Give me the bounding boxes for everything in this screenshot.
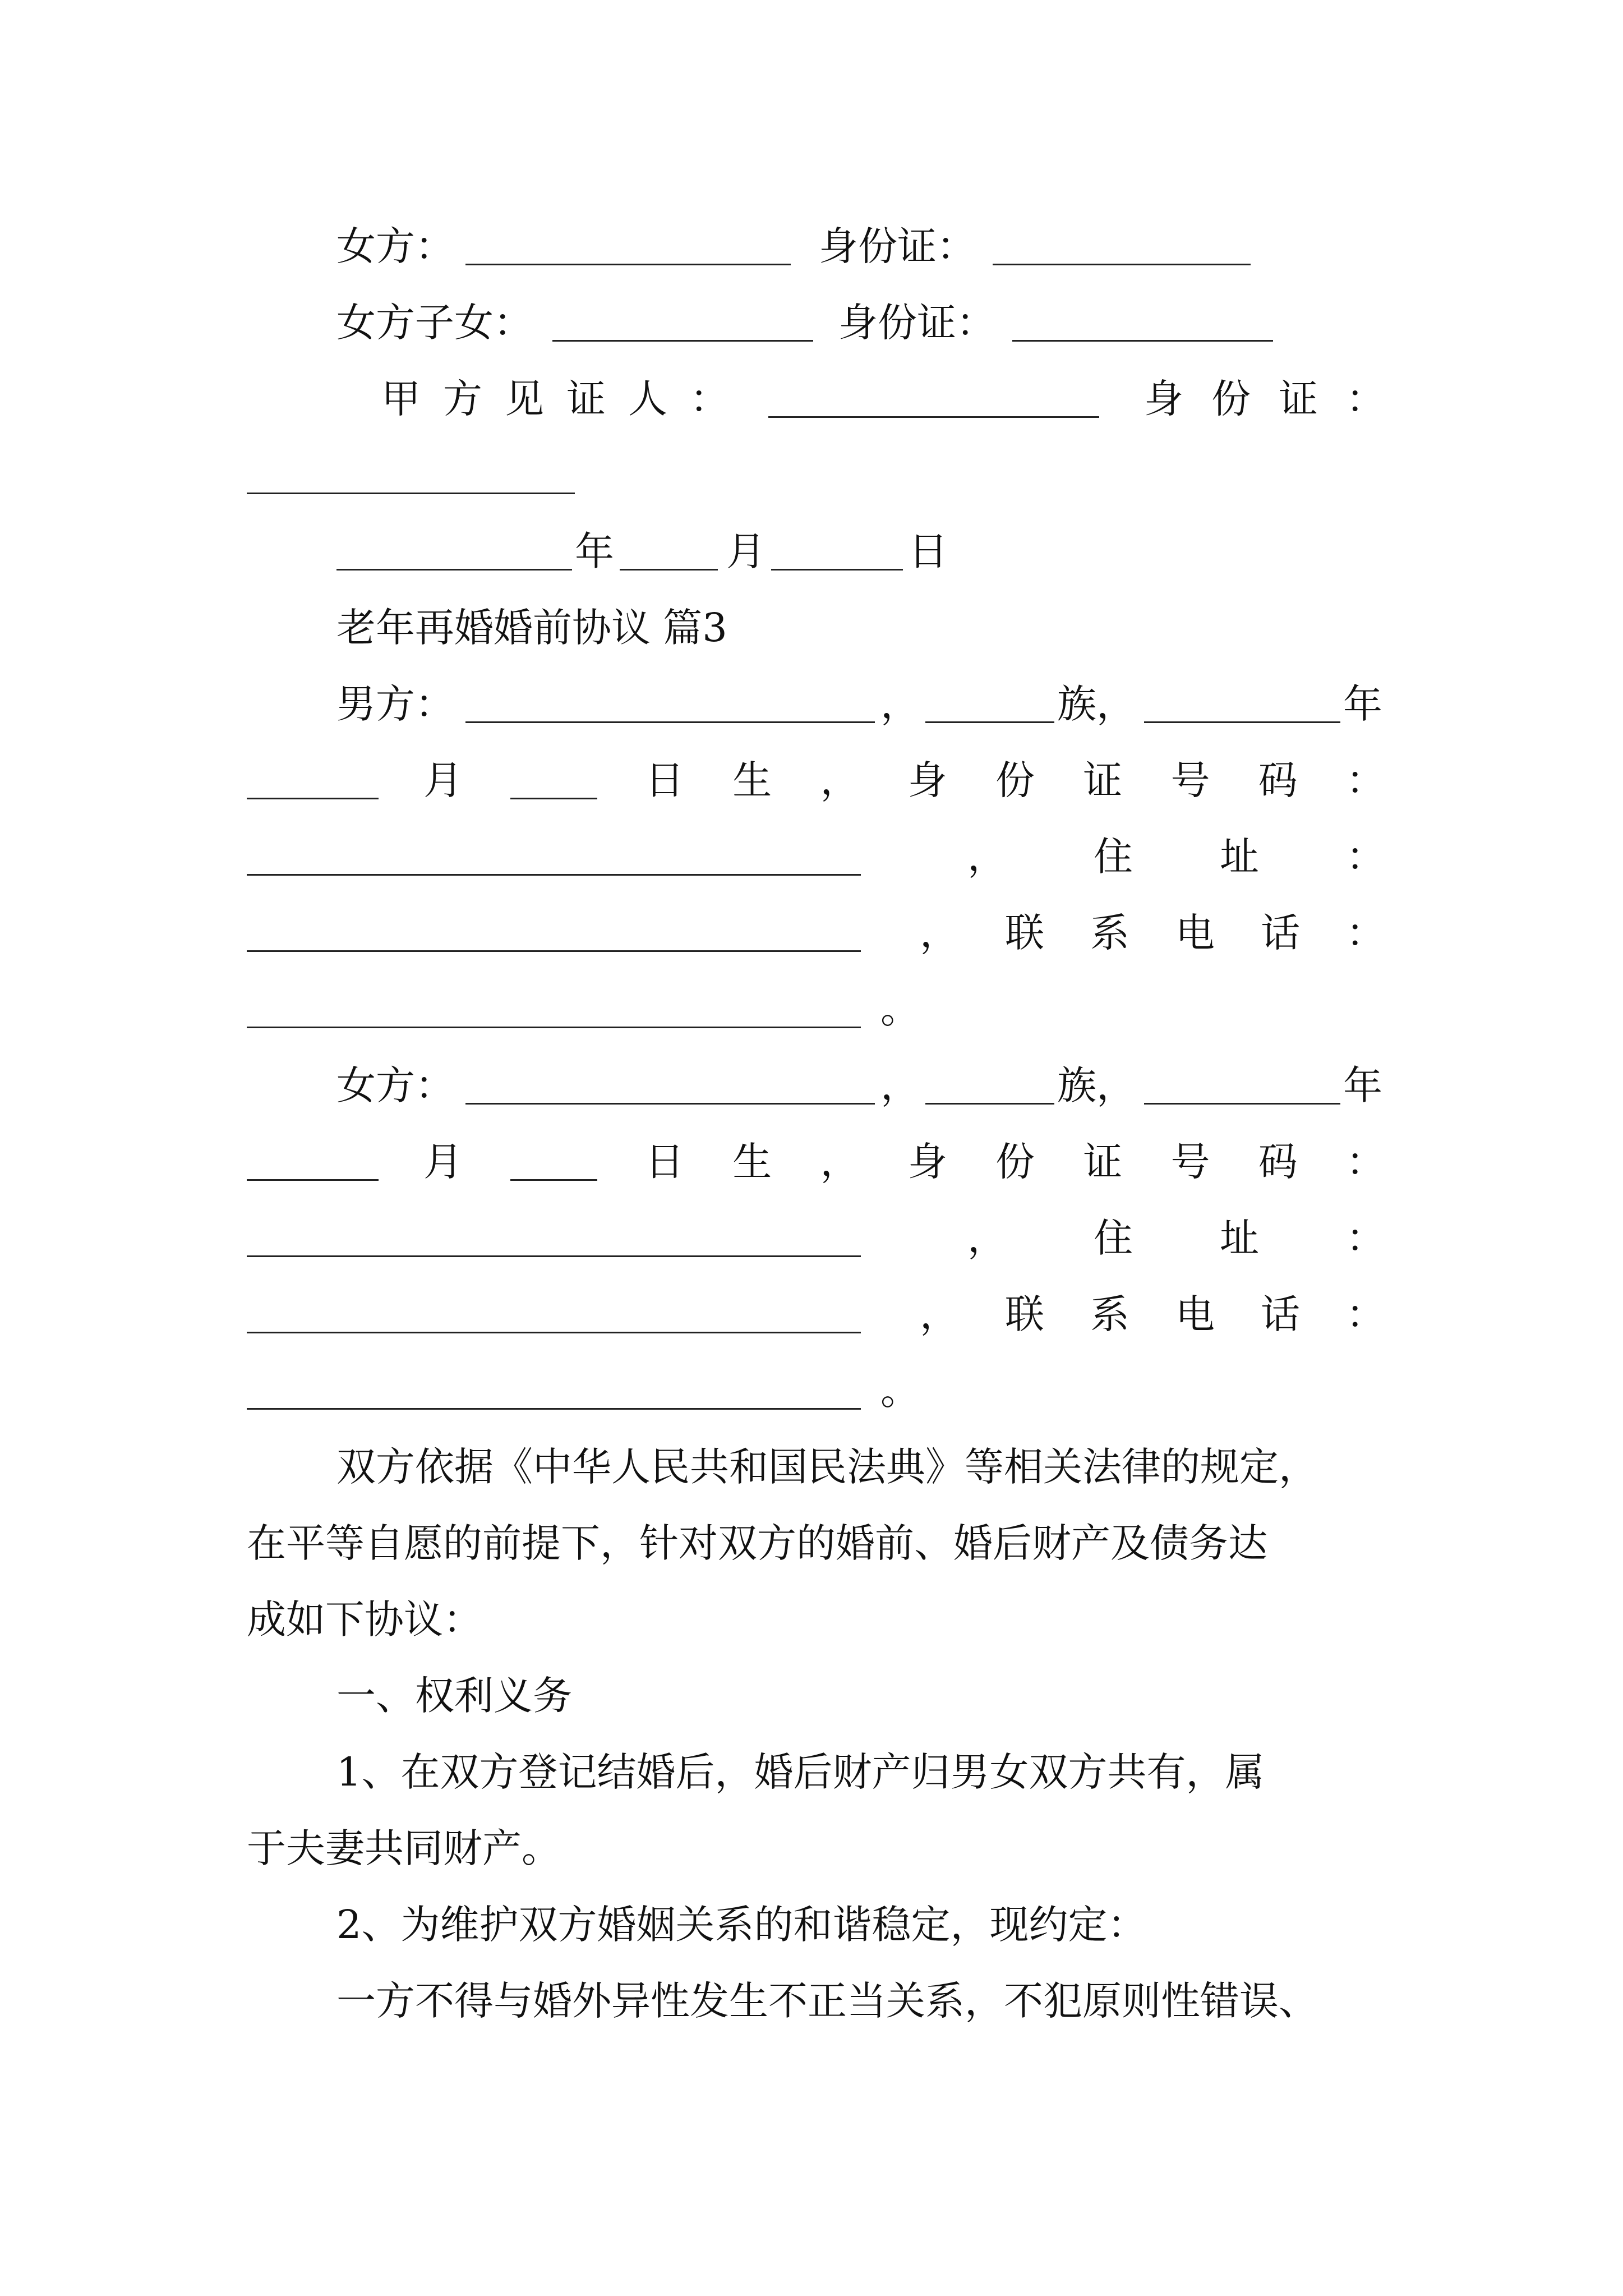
female-name-blank [465, 264, 791, 265]
male-address-blank [247, 950, 861, 952]
paragraph-text: 成如下协议： [247, 1596, 482, 1642]
birth-id-char: 证 [1083, 1139, 1123, 1185]
paragraph-text: 双方依据《中华人民共和国民法典》等相关法律的规定， [336, 1444, 1318, 1490]
address-char: 住 [1094, 834, 1133, 880]
witness-id-label [1144, 360, 1385, 438]
address-char: 址 [1220, 1215, 1259, 1261]
witness-line [0, 360, 1623, 438]
address-char: ： [1346, 1215, 1385, 1261]
witness-id-blank [247, 493, 575, 494]
male-line-4 [0, 894, 1623, 972]
witness-id-continuation-line [0, 436, 1623, 514]
end-mark: 。 [880, 1368, 920, 1414]
female-party-line-1 [0, 1047, 1623, 1124]
phone-char: ： [1346, 910, 1385, 956]
phone-char: 话 [1261, 1291, 1300, 1337]
birth-id-char: ： [1346, 757, 1385, 803]
phone-char: ， [920, 1291, 959, 1337]
intro-line-1 [0, 1428, 1623, 1506]
birth-id-char: ， [820, 757, 860, 803]
paragraph-text: 1、在双方登记结婚后，婚后财产归男女双方共有，属 [336, 1749, 1265, 1795]
female-party-address-blank [247, 1332, 861, 1333]
male-line-2 [0, 742, 1623, 819]
phone-char: 联 [1005, 910, 1044, 956]
year-label: 年 [1343, 1062, 1382, 1108]
phone-char: 联 [1005, 1291, 1044, 1337]
month-label: 月 [726, 528, 766, 574]
month-label: 月 [423, 757, 463, 803]
birth-id-char: 身 [907, 757, 947, 803]
birth-id-char: 身 [907, 1139, 947, 1185]
paragraph-text: 于夫妻共同财产。 [247, 1825, 561, 1871]
witness-id-char: 身 [1144, 376, 1183, 422]
female-party-label: 女方： [336, 1062, 454, 1108]
address-char: ： [1346, 834, 1385, 880]
comma: ， [880, 1062, 920, 1108]
intro-line-3 [0, 1581, 1623, 1658]
address-char: ， [967, 834, 1007, 880]
birth-id-label [645, 742, 1385, 819]
male-birth-year-blank [1144, 721, 1340, 723]
section-heading: 一、权利义务 [336, 1673, 572, 1719]
male-ethnicity-blank [925, 721, 1054, 723]
address-label [967, 818, 1385, 895]
female-party-line-2 [0, 1123, 1623, 1200]
male-line-5 [0, 970, 1623, 1048]
birth-id-char: 证 [1083, 757, 1123, 803]
female-party-line-4 [0, 1276, 1623, 1353]
female-party-birth-month-blank [247, 1179, 379, 1181]
address-char: 址 [1220, 834, 1259, 880]
male-id-blank [247, 874, 861, 876]
phone-char: 电 [1175, 910, 1215, 956]
female-id-blank [993, 264, 1251, 265]
ethnicity-label: 族， [1057, 1062, 1136, 1108]
witness-name-blank [768, 416, 1099, 418]
birth-id-char: 日 [645, 1139, 684, 1185]
female-child-id-blank [1012, 340, 1273, 342]
year-label: 年 [575, 528, 614, 574]
female-child-id-label: 身份证： [838, 300, 995, 346]
birth-id-char: 份 [995, 757, 1035, 803]
female-party-phone-blank [247, 1408, 861, 1410]
end-mark: 。 [880, 986, 920, 1032]
phone-char: 电 [1175, 1291, 1215, 1337]
paragraph-text: 一方不得与婚外异性发生不正当关系，不犯原则性错误、 [336, 1978, 1318, 2024]
witness-id-char: 份 [1211, 376, 1251, 422]
ethnicity-label: 族， [1057, 681, 1136, 727]
female-child-label: 女方子女： [336, 300, 533, 346]
birth-id-char: 号 [1170, 757, 1210, 803]
female-label: 女方： [336, 223, 454, 269]
male-birth-month-blank [247, 798, 379, 799]
witness-char: ： [690, 376, 729, 422]
section-title: 老年再婚婚前协议 篇3 [336, 605, 727, 651]
month-blank [620, 569, 718, 570]
item2-line-2 [0, 1962, 1623, 2040]
witness-label [381, 360, 729, 438]
witness-char: 见 [505, 376, 544, 422]
witness-char: 甲 [381, 376, 421, 422]
female-party-line-3 [0, 1199, 1623, 1277]
year-blank [336, 569, 572, 570]
birth-id-label [645, 1123, 1385, 1200]
witness-char: 证 [566, 376, 606, 422]
date-line [0, 513, 1623, 590]
phone-char: ： [1346, 1291, 1385, 1337]
address-label [967, 1199, 1385, 1277]
birth-id-char: 码 [1258, 1139, 1298, 1185]
birth-id-char: 生 [732, 757, 772, 803]
male-birth-day-blank [510, 798, 597, 799]
birth-id-char: ， [820, 1139, 860, 1185]
heading-rights-line [0, 1657, 1623, 1734]
female-party-birth-day-blank [510, 1179, 597, 1181]
phone-char: 系 [1090, 910, 1129, 956]
phone-char: 话 [1261, 910, 1300, 956]
item2-line-1 [0, 1886, 1623, 1963]
phone-char: 系 [1090, 1291, 1129, 1337]
intro-line-2 [0, 1504, 1623, 1582]
item1-line-2 [0, 1810, 1623, 1887]
phone-label [920, 1276, 1385, 1353]
female-party-line-5 [0, 1352, 1623, 1429]
male-phone-blank [247, 1027, 861, 1028]
male-line-1 [0, 665, 1623, 743]
female-id-label: 身份证： [819, 223, 976, 269]
female-line [0, 208, 1623, 285]
phone-char: ， [920, 910, 959, 956]
witness-char: 人 [628, 376, 667, 422]
month-label: 月 [423, 1139, 463, 1185]
female-party-birth-year-blank [1144, 1103, 1340, 1105]
phone-label [920, 894, 1385, 972]
item1-line-1 [0, 1733, 1623, 1811]
paragraph-text: 在平等自愿的前提下，针对双方的婚前、婚后财产及债务达 [247, 1520, 1267, 1566]
birth-id-char: 号 [1170, 1139, 1210, 1185]
male-label: 男方： [336, 681, 454, 727]
paragraph-text: 2、为维护双方婚姻关系的和谐稳定，现约定： [336, 1902, 1147, 1948]
birth-id-char: 码 [1258, 757, 1298, 803]
day-label: 日 [909, 528, 948, 574]
witness-char: 方 [443, 376, 482, 422]
female-child-line [0, 284, 1623, 361]
female-party-id-blank [247, 1255, 861, 1257]
witness-id-char: 证 [1279, 376, 1318, 422]
day-blank [771, 569, 903, 570]
female-child-name-blank [552, 340, 813, 342]
birth-id-char: 生 [732, 1139, 772, 1185]
male-name-blank [465, 721, 875, 723]
birth-id-char: 份 [995, 1139, 1035, 1185]
female-party-name-blank [465, 1103, 875, 1105]
witness-id-char: ： [1346, 376, 1385, 422]
birth-id-char: ： [1346, 1139, 1385, 1185]
comma: ， [880, 681, 920, 727]
birth-id-char: 日 [645, 757, 684, 803]
section-title-line [0, 589, 1623, 666]
year-label: 年 [1343, 681, 1382, 727]
address-char: ， [967, 1215, 1007, 1261]
female-party-ethnicity-blank [925, 1103, 1054, 1105]
address-char: 住 [1094, 1215, 1133, 1261]
male-line-3 [0, 818, 1623, 895]
